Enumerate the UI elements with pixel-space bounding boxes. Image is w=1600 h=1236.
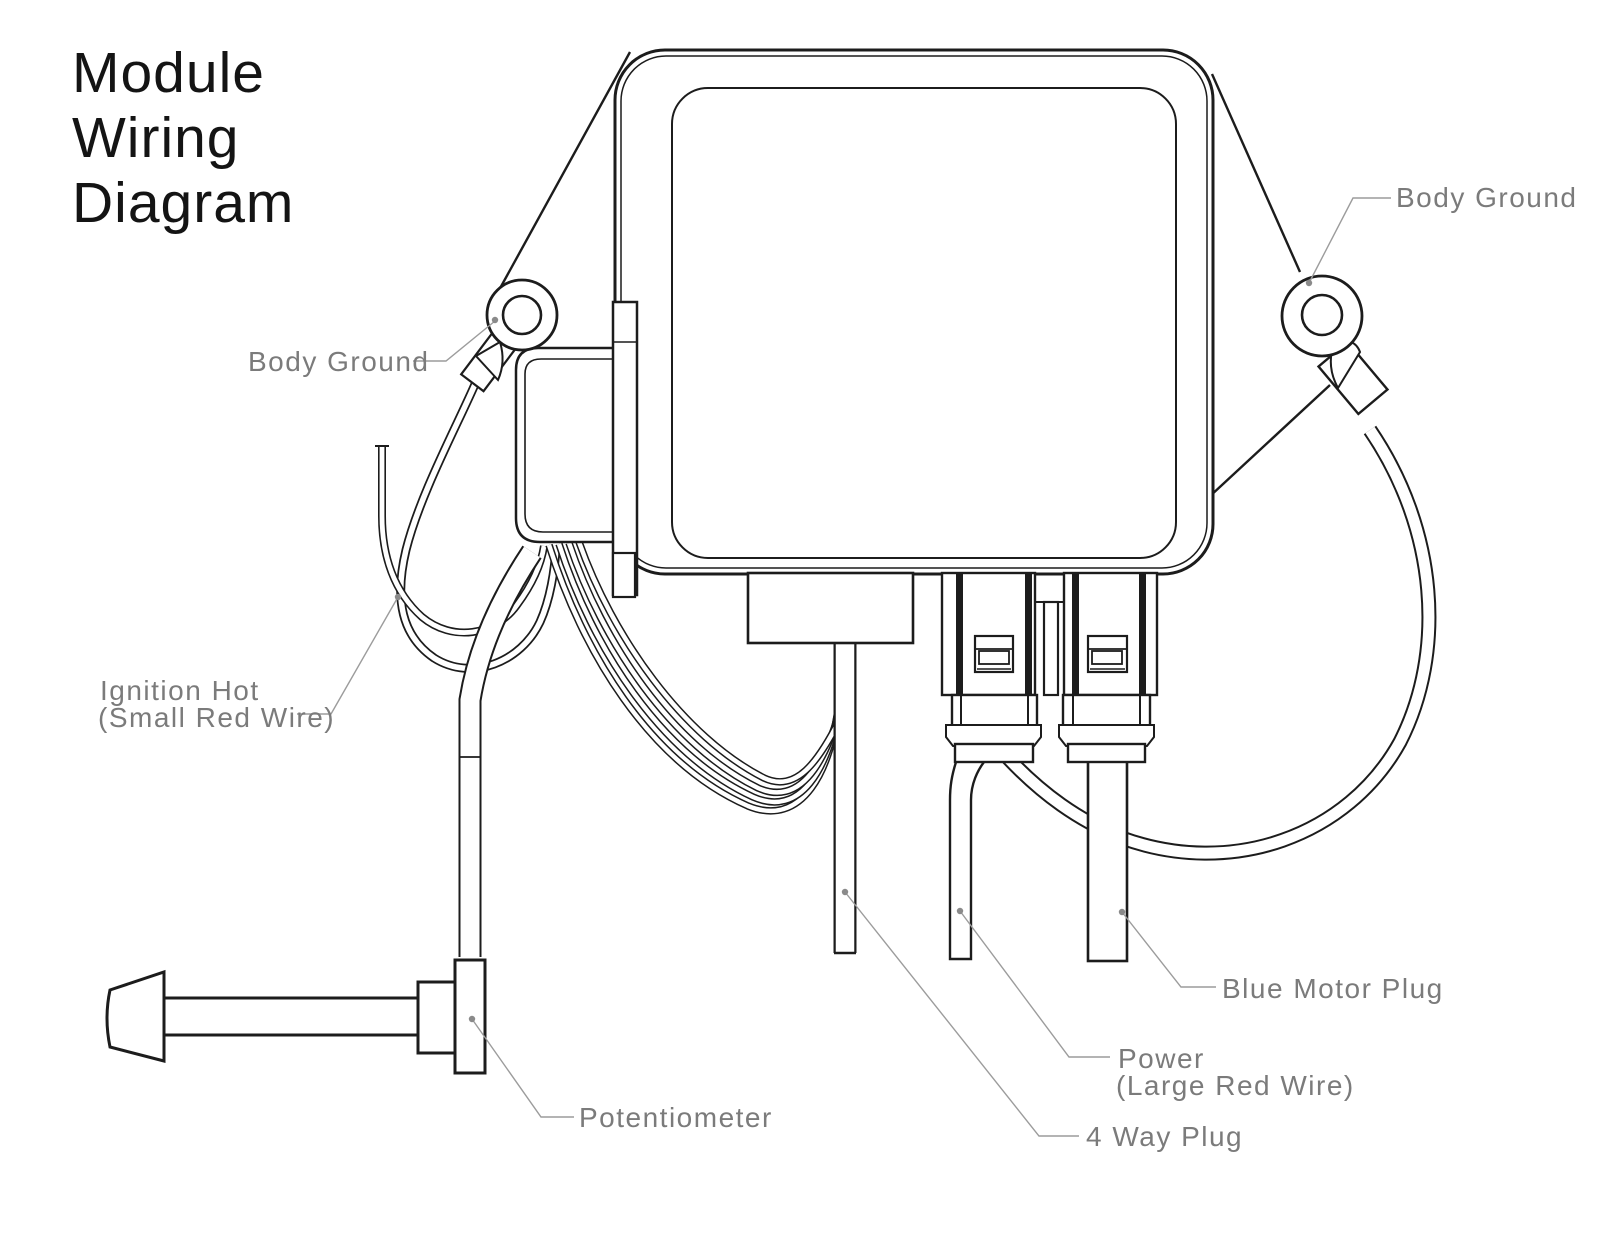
label-ignition-hot-line1: Ignition Hot [100, 675, 260, 706]
right-ring-terminal [1282, 276, 1387, 414]
plug-latch [975, 636, 1013, 672]
page-title [72, 41, 294, 235]
blue-motor-wire [1088, 752, 1127, 961]
module-body [615, 50, 1213, 574]
potentiometer-wire [459, 552, 532, 957]
title-line-2: Wiring [72, 106, 240, 170]
plug-seal-bar [1025, 573, 1032, 695]
label-four-way-plug: 4 Way Plug [1086, 1121, 1244, 1152]
label-potentiometer: Potentiometer [579, 1102, 773, 1133]
connector-plug-right [1059, 573, 1157, 762]
flange-foot-tab [613, 553, 635, 597]
potentiometer-body [455, 960, 485, 1073]
plug-latch [1088, 636, 1127, 672]
four-way-plug-wire [834, 640, 856, 953]
leader-blue-motor-plug [1119, 909, 1216, 987]
four-way-plug-block [748, 573, 913, 643]
label-power-line2: (Large Red Wire) [1116, 1070, 1355, 1101]
plug-seal-bar [1072, 573, 1079, 695]
left-terminal-hole [503, 296, 541, 334]
label-body-ground-left: Body Ground [248, 346, 430, 377]
right-terminal-hole [1302, 295, 1342, 335]
label-blue-motor-plug: Blue Motor Plug [1222, 973, 1444, 1004]
potentiometer-knob [107, 972, 164, 1061]
potentiometer-shaft [164, 998, 418, 1035]
title-line-1: Module [72, 41, 265, 105]
side-flange-plate [613, 302, 637, 597]
leader-ignition-hot [297, 594, 401, 714]
potentiometer-flange [418, 982, 455, 1053]
potentiometer [107, 960, 485, 1073]
plug-seal-bar [1139, 573, 1146, 695]
plug-seal-bar [956, 573, 963, 695]
title-line-3: Diagram [72, 171, 295, 235]
label-body-ground-right: Body Ground [1396, 182, 1578, 213]
label-power-line1: Power [1118, 1043, 1205, 1074]
label-ignition-hot-line2: (Small Red Wire) [98, 702, 336, 733]
connector-plug-left [942, 573, 1041, 762]
leader-body-ground-right [1306, 198, 1391, 286]
left-mount-bracket [516, 348, 613, 542]
power-wire [950, 756, 989, 959]
